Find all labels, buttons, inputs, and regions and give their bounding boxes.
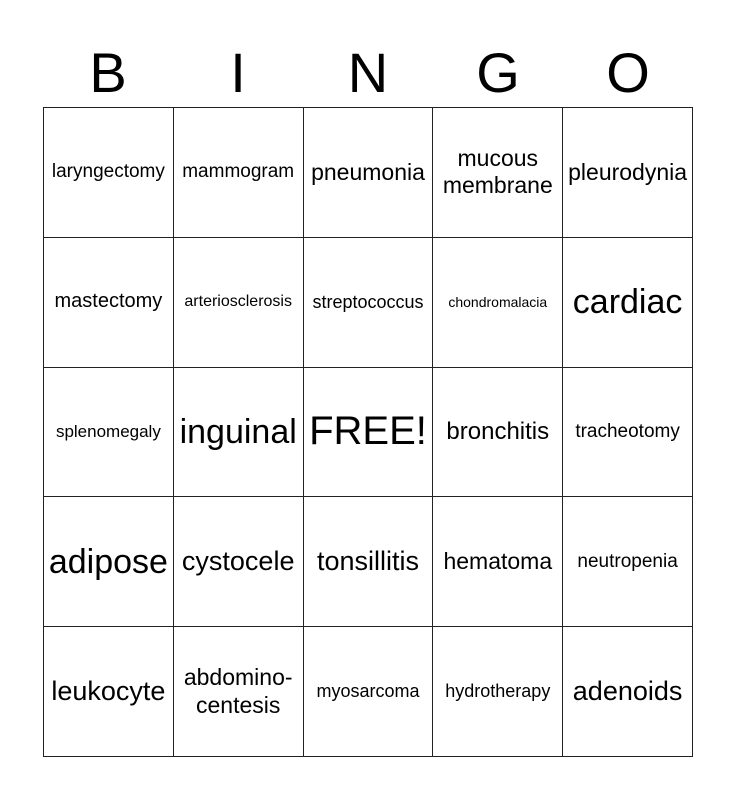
bingo-cell: [174, 108, 304, 238]
cell-text: laryngectomy: [51, 161, 165, 183]
cell-text: inguinal: [179, 412, 297, 451]
cell-text: hydrotherapy: [445, 680, 551, 701]
cell-text: chondromalacia: [448, 293, 548, 310]
bingo-cell: [304, 238, 434, 368]
bingo-cell: [563, 368, 693, 498]
cell-text: tracheotomy: [575, 420, 680, 442]
bingo-cell: [44, 497, 174, 627]
cell-text: adenoids: [572, 675, 683, 706]
header-letter-o: O: [606, 41, 650, 104]
bingo-cell: [433, 368, 563, 498]
header-letter-b: B: [89, 41, 127, 104]
bingo-cell: [44, 627, 174, 757]
bingo-header: [43, 42, 693, 104]
header-letter-g: G: [476, 41, 520, 104]
cell-text: myosarcoma: [316, 680, 420, 701]
bingo-cell: [433, 627, 563, 757]
cell-text: mastectomy: [54, 290, 163, 313]
bingo-cell: [563, 627, 693, 757]
cell-text: abdomino- centesis: [183, 664, 293, 718]
bingo-cell: [433, 108, 563, 238]
bingo-grid: [43, 107, 693, 757]
bingo-cell: [44, 108, 174, 238]
free-space-text: FREE!: [309, 409, 427, 454]
header-letter-n: N: [347, 41, 389, 104]
bingo-cell: [304, 497, 434, 627]
cell-text: tonsillitis: [316, 545, 419, 576]
bingo-cell: [174, 368, 304, 498]
bingo-cell: [174, 497, 304, 627]
cell-text: streptococcus: [312, 291, 424, 312]
bingo-cell: [44, 238, 174, 368]
cell-text: splenomegaly: [55, 421, 161, 441]
cell-text: hematoma: [443, 548, 553, 575]
cell-text: cystocele: [181, 545, 295, 576]
bingo-cell: [304, 108, 434, 238]
bingo-cell: [563, 108, 693, 238]
cell-text: mammogram: [182, 161, 295, 183]
bingo-cell: [174, 627, 304, 757]
cell-text: bronchitis: [446, 417, 550, 445]
bingo-cell: [174, 238, 304, 368]
cell-text: neutropenia: [577, 550, 678, 572]
bingo-cell: [563, 497, 693, 627]
cell-text: leukocyte: [51, 675, 166, 706]
bingo-cell: [44, 368, 174, 498]
bingo-cell: [304, 627, 434, 757]
free-space-cell: [304, 368, 434, 498]
cell-text: cardiac: [572, 283, 683, 322]
cell-text: adipose: [48, 542, 168, 581]
header-letter-i: I: [230, 41, 246, 104]
cell-text: pneumonia: [311, 158, 425, 185]
cell-text: pleurodynia: [568, 158, 688, 185]
bingo-cell: [433, 238, 563, 368]
cell-text: arteriosclerosis: [184, 292, 292, 310]
cell-text: mucous membrane: [442, 145, 553, 199]
bingo-cell: [433, 497, 563, 627]
bingo-cell: [563, 238, 693, 368]
